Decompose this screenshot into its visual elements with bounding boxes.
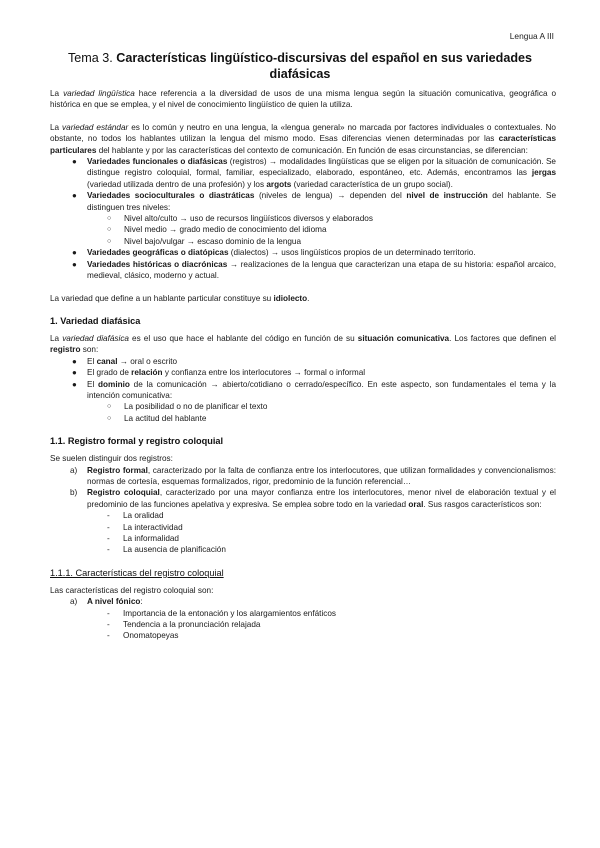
- list-item: - La ausencia de planificación: [107, 545, 226, 555]
- list-item: ○ La posibilidad o no de planificar el texto: [107, 402, 268, 412]
- bullet-icon: ●: [72, 248, 77, 258]
- list-item: ● El grado de relación y confianza entre los interlocutores → formal o informal: [72, 368, 366, 378]
- bullet-icon: ●: [72, 356, 77, 366]
- section-1-paragraph: La variedad diafásica es el uso que hace el hablante del código en función de su situación comunicativa. Los factores que definen el registro son:: [50, 333, 556, 355]
- title-main: Características lingüístico-discursivas del español en sus variedades diafásicas: [116, 51, 533, 81]
- bullet-icon: ●: [72, 259, 77, 269]
- circle-bullet-icon: ○: [107, 403, 112, 411]
- circle-bullet-icon: ○: [107, 414, 112, 422]
- bullet-icon: ●: [72, 368, 77, 378]
- list-item: ● Variedades geográficas o diatópicas (dialectos) → usos lingüísticos propios de un determinado territorio.: [72, 248, 476, 258]
- traits-list: [87, 510, 556, 556]
- list-item: - La oralidad: [107, 511, 164, 521]
- intro-paragraph-2: La variedad estándar es lo común y neutro en una lengua, la «lengua general» no marcada por factores individuales o contextuales. No obstante, no todos los hablantes utilizan la lengua del mismo modo. Esas diferencias vienen determinadas por las características particulares del hablante y por las características del contexto de comunicación. En función de esas circunstancias, se diferencian:: [50, 122, 556, 155]
- circle-bullet-icon: ○: [107, 215, 112, 223]
- list-item: ○ Nivel medio → grado medio de conocimiento del idioma: [107, 225, 327, 235]
- sub-factors-list: [87, 401, 556, 424]
- list-item: ● Variedades socioculturales o diastráticas (niveles de lengua) → dependen del nivel de instrucción del hablante. Se distinguen tres niveles: ○ Nivel alto/culto → uso de recursos lingüísticos diversos y elaborados ○ Nivel medio → grado medio de conocimiento del idioma ○ Nivel bajo/vulgar → escaso dominio de la lengua: [50, 190, 556, 247]
- dash-icon: -: [107, 511, 110, 521]
- section-1-1-1-intro: Las características del registro coloquial son:: [50, 585, 214, 595]
- course-header: Lengua A III: [509, 31, 554, 41]
- section-1-1-heading: 1.1. Registro formal y registro coloquial: [50, 436, 224, 447]
- circle-bullet-icon: ○: [107, 237, 112, 245]
- section-1-heading: 1. Variedad diafásica: [50, 315, 141, 326]
- list-item: - Importancia de la entonación y los alargamientos enfáticos: [107, 608, 336, 618]
- registers-list: [50, 465, 556, 556]
- list-item: - Onomatopeyas: [107, 631, 179, 641]
- dash-icon: -: [107, 608, 110, 618]
- dash-icon: -: [107, 545, 110, 555]
- list-item: a) A nivel fónico: - Importancia de la entonación y los alargamientos enfáticos - Tendencia a la pronunciación relajada - Onomatopeyas: [50, 596, 556, 642]
- varieties-list: [50, 156, 556, 281]
- list-item: ● Variedades históricas o diacrónicas → realizaciones de la lengua que caracterizan una etapa de su historia: español arcaico, medieval, clásico, moderno y actual.: [72, 259, 556, 281]
- document-body: [50, 88, 556, 642]
- features-list: [50, 596, 556, 642]
- bullet-icon: ●: [72, 191, 77, 201]
- circle-bullet-icon: ○: [107, 226, 112, 234]
- intro-paragraph-1: La variedad lingüística hace referencia a la diversidad de usos de una misma lengua según la situación comunicativa, geográfica o histórica en que se emplea, y el nivel de conocimiento lingüístico de quien la utiliza.: [50, 89, 557, 110]
- bullet-icon: ●: [72, 157, 77, 167]
- list-item: ○ Nivel bajo/vulgar → escaso dominio de la lengua: [107, 236, 302, 246]
- list-item: ● El canal → oral o escrito: [72, 356, 178, 366]
- list-item: a) Registro formal, caracterizado por la falta de confianza entre los interlocutores, que utilizan formalidades y convencionalismos: normas de cortesía, esquemas formalizados, rigor, predominio de la función referencial…: [70, 465, 556, 486]
- section-1-1-intro: Se suelen distinguir dos registros:: [50, 454, 173, 464]
- list-item: - La informalidad: [107, 534, 179, 543]
- list-item: ○ La actitud del hablante: [107, 413, 207, 423]
- list-item: - La interactividad: [107, 522, 183, 532]
- list-item: - Tendencia a la pronunciación relajada: [107, 620, 261, 630]
- factors-list: [50, 356, 556, 424]
- bullet-icon: ●: [72, 379, 77, 389]
- title-prefix: Tema 3.: [67, 51, 117, 65]
- list-item: ● El dominio de la comunicación → abierto/cotidiano o cerrado/específico. En este aspecto, son fundamentales el tema y la intención comunicativa: ○ La posibilidad o no de planificar el texto ○ La actitud del hablante: [50, 379, 556, 425]
- section-1-1-1-heading: 1.1.1. Características del registro coloquial: [50, 567, 224, 578]
- phonic-items-list: [87, 608, 556, 642]
- dash-icon: -: [107, 534, 110, 543]
- list-item: ● Variedades funcionales o diafásicas (registros) → modalidades lingüísticas que se eligen por la situación de comunicación. Se distingue registro coloquial, formal, familiar, especializado, elaborado, espontáneo, etc. Además, encontramos las jergas (variedad utilizada dentro de una profesión) y los argots (variedad característica de un grupo social).: [72, 157, 556, 189]
- page-title: [50, 50, 550, 82]
- idiolect-paragraph: La variedad que define a un hablante particular constituye su idiolecto.: [50, 293, 310, 303]
- dash-icon: -: [107, 631, 110, 641]
- list-item: b) Registro coloquial, caracterizado por una mayor confianza entre los interlocutores, menor nivel de elaboración textual y el predominio de las funciones apelativa y expresiva. Se emplea sobre todo en la variedad oral. Sus rasgos característicos son: - La oralidad - La interactividad - La informalidad - La ausencia de planificación: [50, 487, 556, 555]
- dash-icon: -: [107, 620, 110, 630]
- levels-list: [87, 213, 556, 247]
- dash-icon: -: [107, 522, 110, 532]
- list-item: ○ Nivel alto/culto → uso de recursos lingüísticos diversos y elaborados: [107, 214, 373, 224]
